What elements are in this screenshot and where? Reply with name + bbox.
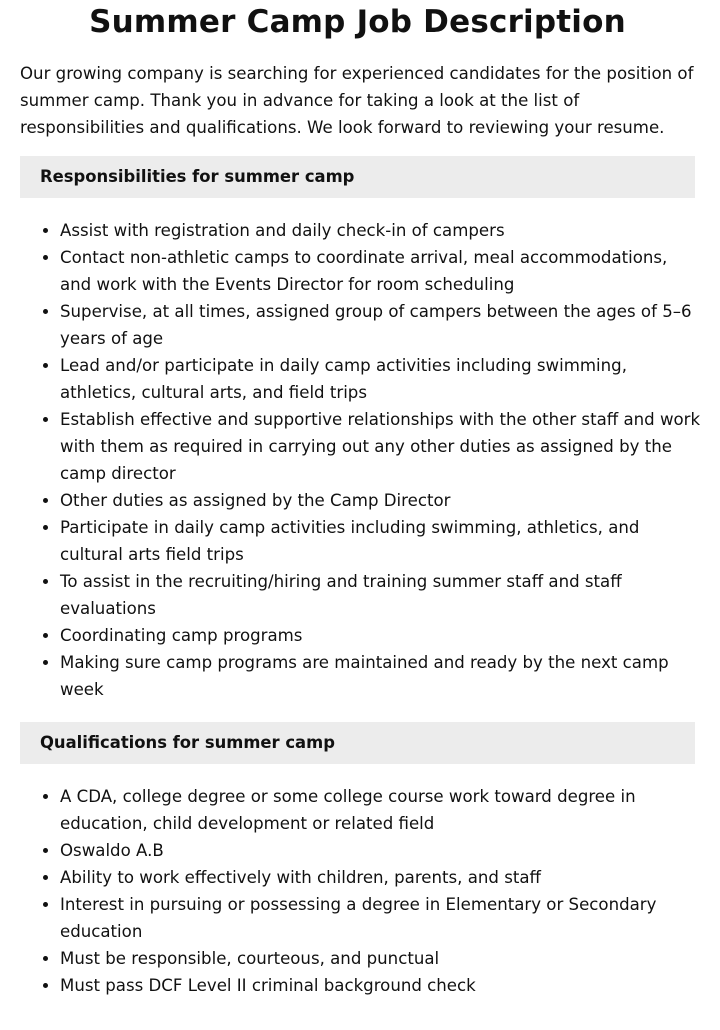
- responsibilities-heading: Responsibilities for summer camp: [20, 156, 695, 198]
- qualifications-heading: Qualifications for summer camp: [20, 722, 695, 764]
- list-item: • Making sure camp programs are maintained and ready by the next camp week: [60, 649, 702, 703]
- list-item: • Interest in pursuing or possessing a degree in Elementary or Secondary education: [60, 891, 702, 945]
- list-item: • Oswaldo A.B: [60, 837, 702, 864]
- list-item: • Must pass DCF Level II criminal background check: [60, 972, 702, 999]
- list-item: • Must be responsible, courteous, and punctual: [60, 945, 702, 972]
- list-item: • Participate in daily camp activities including swimming, athletics, and cultural arts field trips: [60, 514, 702, 568]
- list-item: • Supervise, at all times, assigned group of campers between the ages of 5–6 years of age: [60, 298, 702, 352]
- list-item: • Coordinating camp programs: [60, 622, 702, 649]
- list-item: • Lead and/or participate in daily camp activities including swimming, athletics, cultural arts, and field trips: [60, 352, 702, 406]
- list-item: • To assist in the recruiting/hiring and training summer staff and staff evaluations: [60, 568, 702, 622]
- qualifications-list: [20, 783, 702, 999]
- list-item: • Contact non-athletic camps to coordinate arrival, meal accommodations, and work with the Events Director for room scheduling: [60, 244, 702, 298]
- intro-paragraph: Our growing company is searching for experienced candidates for the position of summer camp. Thank you in advance for taking a look at the list of responsibilities and qualifications. We look forward to reviewing your resume.: [20, 64, 694, 137]
- page-title: Summer Camp Job Description: [89, 4, 626, 40]
- list-item: • Other duties as assigned by the Camp Director: [60, 487, 702, 514]
- list-item: • Assist with registration and daily check-in of campers: [60, 217, 702, 244]
- list-item: • A CDA, college degree or some college course work toward degree in education, child development or related field: [60, 783, 702, 837]
- responsibilities-list: [20, 217, 702, 703]
- list-item: • Establish effective and supportive relationships with the other staff and work with them as required in carrying out any other duties as assigned by the camp director: [60, 406, 702, 487]
- list-item: • Ability to work effectively with children, parents, and staff: [60, 864, 702, 891]
